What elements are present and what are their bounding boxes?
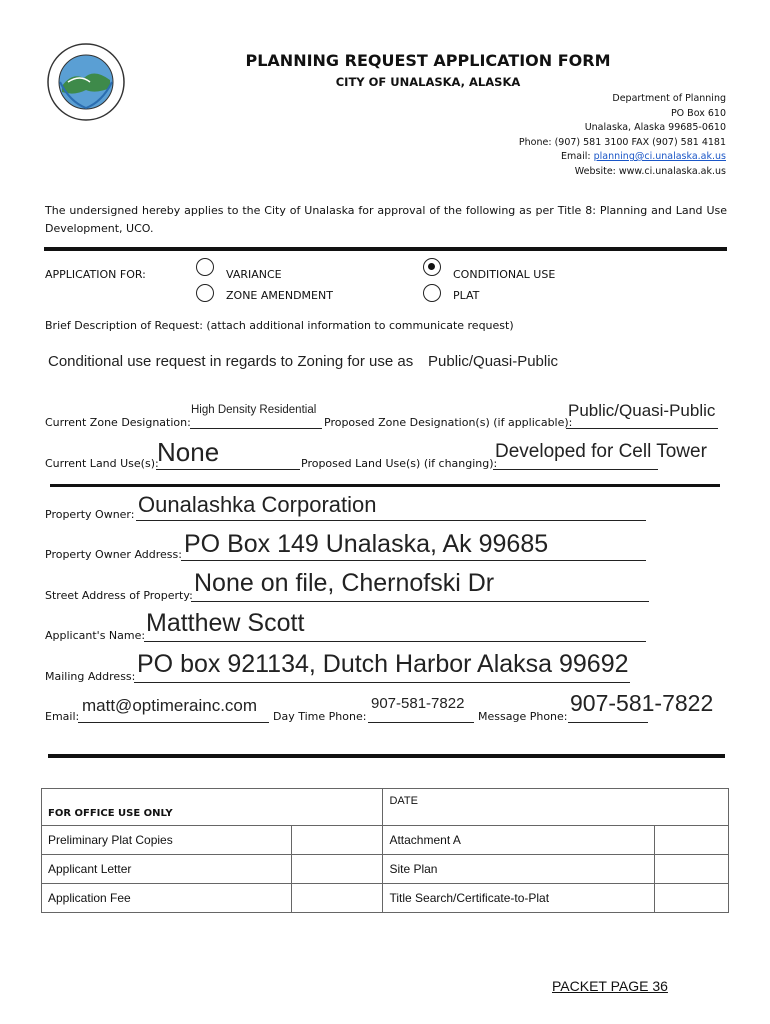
day-phone-line [368,722,474,723]
conditional-use-label: CONDITIONAL USE [453,268,556,281]
section-divider [48,754,725,758]
day-phone-label: Day Time Phone: [273,710,367,723]
application-label: APPLICATION FOR: [45,268,146,281]
message-phone-line [568,722,648,723]
proposed-land-use-label: Proposed Land Use(s) (if changing): [301,457,498,470]
date-cell[interactable] [383,789,729,826]
mailing-address-line [134,682,630,683]
dept-website: Website: www.ci.unalaska.ak.us [574,165,726,177]
current-land-use-value[interactable]: None [157,437,220,467]
applicant-name-label: Applicant's Name: [45,629,146,642]
office-item-label: Preliminary Plat Copies [42,826,292,855]
proposed-zone-label: Proposed Zone Designation(s) (if applicable): [324,416,573,429]
dept-line: PO Box 610 [670,107,726,119]
property-owner-line [136,520,646,521]
owner-address-label: Property Owner Address: [45,548,182,561]
table-row [42,826,729,855]
office-item-label: Attachment A [383,826,655,855]
owner-address-line [181,560,646,561]
message-phone-value[interactable]: 907-581-7822 [570,690,714,716]
section-divider [50,484,720,487]
street-address-line [191,601,649,602]
description-value[interactable]: Conditional use request in regards to Zoning for use as [48,353,414,370]
proposed-zone-value[interactable]: Public/Quasi-Public [568,401,716,420]
office-item-label: Site Plan [383,855,655,884]
office-item-check[interactable] [655,826,729,855]
office-item-label: Applicant Letter [42,855,292,884]
owner-address-value[interactable]: PO Box 149 Unalaska, Ak 99685 [184,530,549,558]
zone-amendment-label: ZONE AMENDMENT [226,289,333,302]
property-owner-value[interactable]: Ounalashka Corporation [138,492,377,517]
table-row [42,884,729,913]
street-address-value[interactable]: None on file, Chernofski Dr [194,569,495,597]
current-zone-label: Current Zone Designation: [45,416,191,429]
table-row [42,855,729,884]
city-seal-logo [46,42,126,122]
message-phone-label: Message Phone: [478,710,568,723]
current-land-use-label: Current Land Use(s): [45,457,159,470]
office-item-label: Application Fee [42,884,292,913]
conditional-use-radio[interactable] [423,258,441,276]
packet-page-footer: PACKET PAGE 36 [552,978,668,994]
proposed-zone-line [566,428,718,429]
dept-line: Department of Planning [612,93,726,104]
plat-label: PLAT [453,289,480,302]
current-zone-line [190,428,322,429]
current-zone-value[interactable]: High Density Residential [191,404,317,416]
office-item-check[interactable] [655,855,729,884]
radio-selected-dot [428,263,435,270]
mailing-address-value[interactable]: PO box 921134, Dutch Harbor Alaksa 99692 [137,650,629,678]
property-owner-label: Property Owner: [45,508,135,521]
office-item-check[interactable] [655,884,729,913]
proposed-land-use-line [493,469,658,470]
office-item-check[interactable] [291,855,383,884]
day-phone-value[interactable]: 907-581-7822 [371,695,465,712]
office-item-check[interactable] [291,884,383,913]
plat-radio[interactable] [423,284,441,302]
description-value-2[interactable]: Public/Quasi-Public [428,353,559,370]
email-label: Email: [561,151,594,162]
office-use-header [42,789,383,826]
email-value[interactable]: matt@optimerainc.com [82,696,258,715]
form-title: PLANNING REQUEST APPLICATION FORM [245,51,611,70]
email-line [78,722,269,723]
description-label: Brief Description of Request: (attach additional information to communicate request) [45,319,514,332]
form-subtitle: CITY OF UNALASKA, ALASKA [335,75,521,89]
current-land-use-line [156,469,300,470]
street-address-label: Street Address of Property: [45,589,193,602]
intro-text: The undersigned hereby applies to the City of Unalaska for approval of the following as per Title 8: Planning and Land Use Development, UCO. [45,204,727,235]
office-item-check[interactable] [291,826,383,855]
proposed-land-use-value[interactable]: Developed for Cell Tower [495,441,707,462]
date-label: DATE [389,795,418,807]
variance-label: VARIANCE [226,268,282,281]
mailing-address-label: Mailing Address: [45,670,136,683]
dept-line: Unalaska, Alaska 99685-0610 [584,122,726,133]
applicant-name-line [144,641,646,642]
email-label: Email: [45,710,80,723]
office-item-label: Title Search/Certificate-to-Plat [383,884,655,913]
office-use-table [41,788,729,913]
dept-email-line [519,150,726,165]
section-divider [44,247,727,251]
table-row [42,789,729,826]
dept-email-link[interactable]: planning@ci.unalaska.ak.us [593,151,726,162]
office-use-header-text: FOR OFFICE USE ONLY [48,808,173,819]
dept-line: Phone: (907) 581 3100 FAX (907) 581 4181 [518,136,726,148]
variance-radio[interactable] [196,258,214,276]
department-block [519,92,726,179]
zone-amendment-radio[interactable] [196,284,214,302]
applicant-name-value[interactable]: Matthew Scott [146,609,305,637]
